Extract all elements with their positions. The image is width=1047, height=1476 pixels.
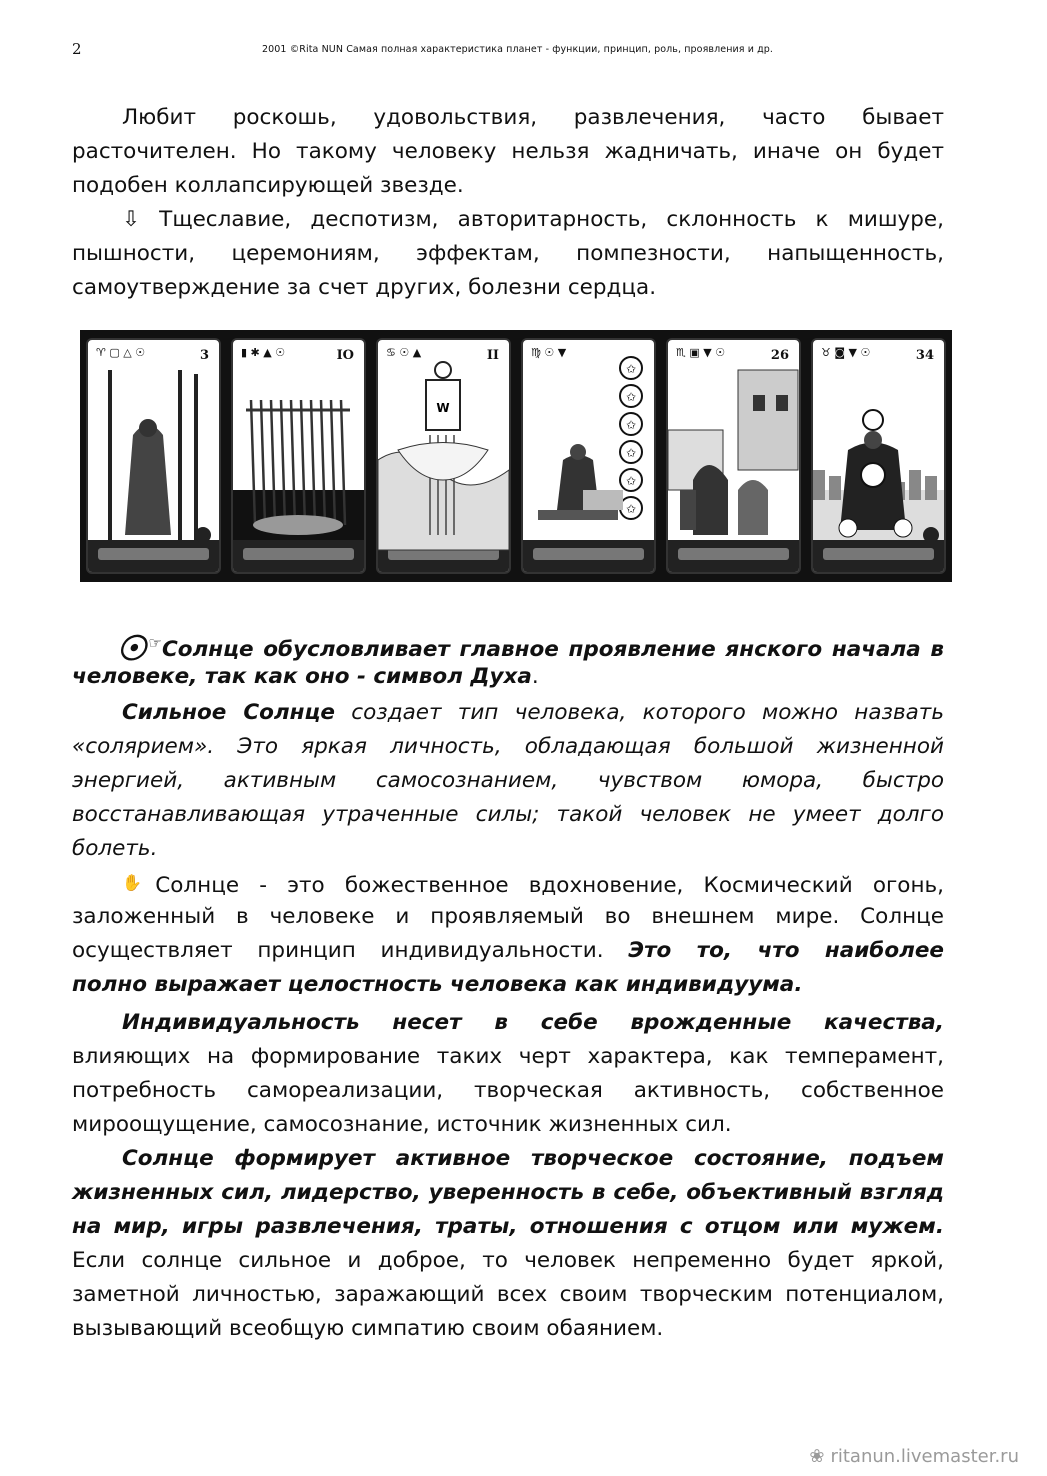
text-line: человеке, так как оно - символ Духа.: [72, 664, 539, 689]
card-number: 3: [199, 348, 209, 363]
hand-icon: ✋: [122, 873, 156, 892]
text-line: пышности, церемониям, эффектам, помпезности, напыщенность,: [72, 241, 944, 266]
card-illustration: [813, 340, 944, 572]
text-line: жизненных сил, лидерство, уверенность в себе, объективный взгляд: [72, 1180, 944, 1205]
text-line: ⇩ Тщеславие, деспотизм, авторитарность, склонность к мишуре,: [122, 207, 944, 232]
text-line: потребность самореализации, творческая активность, собственное: [72, 1078, 944, 1103]
paragraph-divine-inspiration: [72, 866, 944, 1002]
svg-text:✩: ✩: [625, 362, 637, 376]
text-line: расточителен. Но такому человеку нельзя жадничать, иначе он будет: [72, 139, 944, 164]
card-symbols: ♋ ☉ ▲: [386, 346, 422, 359]
card-number: 34: [915, 348, 934, 363]
down-arrow-icon: ⇩: [122, 207, 141, 232]
paragraph-sun-forms: [72, 1142, 944, 1346]
card-illustration: [378, 340, 509, 572]
card-illustration: [233, 340, 364, 572]
paragraph-individuality: [72, 1006, 944, 1142]
watermark: [809, 1446, 1019, 1467]
card-illustration: [668, 340, 799, 572]
text-line: на мир, игры развлечения, траты, отношения с отцом или мужем.: [72, 1214, 944, 1239]
text-line: влияющих на формирование таких черт характера, как темперамент,: [72, 1044, 944, 1069]
svg-text:✩: ✩: [625, 446, 637, 460]
watermark-text: ritanun.livemaster.ru: [830, 1446, 1019, 1467]
text-line: Любит роскошь, удовольствия, развлечения, часто бывает: [122, 105, 944, 130]
text-line: осуществляет принцип индивидуальности. Это то, что наиболее: [72, 938, 944, 963]
text-line: «солярием». Это яркая личность, обладающая большой жизненной: [72, 734, 944, 759]
page-number: 2: [72, 40, 82, 58]
svg-text:W: W: [436, 401, 450, 415]
text-line: ☉ ☞Солнце обусловливает главное проявление янского начала в: [116, 629, 944, 669]
flower-icon: ❀: [809, 1446, 825, 1467]
tarot-cards-image: [80, 330, 952, 582]
pointing-hand-icon: ☞: [148, 634, 162, 652]
tarot-card: [231, 338, 366, 574]
card-number: IO: [336, 348, 354, 363]
paragraph-luxury: [72, 101, 944, 203]
text-line: Если солнце сильное и доброе, то человек непременно будет яркой,: [72, 1248, 944, 1273]
card-illustration: [88, 340, 219, 572]
paragraph-strong-sun: [72, 696, 944, 866]
text-line: ✋Солнце - это божественное вдохновение, Космический огонь,: [122, 873, 945, 898]
tarot-card: [811, 338, 946, 574]
text-line: вызывающий всеобщую симпатию своим обаянием.: [72, 1316, 664, 1341]
tarot-card: [86, 338, 221, 574]
svg-text:✩: ✩: [625, 418, 637, 432]
text-line: заметной личностью, заражающий всех своим творческим потенциалом,: [72, 1282, 944, 1307]
running-title: 2001 ©Rita NUN Самая полная характеристика планет - функции, принцип, роль, проявления и др.: [262, 44, 774, 55]
card-number: 26: [770, 348, 789, 363]
text-line: восстанавливающая утраченные силы; такой человек не умеет долго: [72, 802, 944, 827]
card-symbols: ♈ ▢ △ ☉: [96, 346, 146, 359]
sun-icon: ☉: [116, 629, 147, 669]
running-header: [72, 40, 952, 60]
card-symbols: ♏ ▣ ▼ ☉: [676, 346, 726, 359]
text-line: Сильное Солнце создает тип человека, которого можно назвать: [122, 700, 944, 725]
text-line: болеть.: [72, 836, 158, 861]
text-line: энергией, активным самосознанием, чувством юмора, быстро: [72, 768, 944, 793]
card-illustration: [523, 340, 654, 572]
svg-text:✩: ✩: [625, 390, 637, 404]
text-line: мироощущение, самосознание, источник жизненных сил.: [72, 1112, 732, 1137]
card-symbols: ♍ ☉ ▼: [531, 346, 567, 359]
text-line: Индивидуальность несет в себе врожденные качества,: [122, 1010, 944, 1035]
card-number: II: [486, 348, 499, 363]
tarot-card: [376, 338, 511, 574]
svg-text:✩: ✩: [625, 502, 637, 516]
card-symbols: ▮ ✱ ▲ ☉: [241, 346, 286, 359]
card-symbols: ♉ ◙ ▼ ☉: [821, 346, 871, 359]
text-line: полно выражает целостность человека как индивидуума.: [72, 972, 803, 997]
tarot-card: [666, 338, 801, 574]
text-line: подобен коллапсирующей звезде.: [72, 173, 464, 198]
paragraph-negative-traits: [72, 203, 944, 305]
paragraph-sun-yang: [72, 626, 944, 694]
text-line: заложенный в человеке и проявляемый во внешнем мире. Солнце: [72, 904, 944, 929]
text-line: Солнце формирует активное творческое состояние, подъем: [122, 1146, 944, 1171]
svg-text:✩: ✩: [625, 474, 637, 488]
text-line: самоутверждение за счет других, болезни сердца.: [72, 275, 657, 300]
tarot-card: [521, 338, 656, 574]
